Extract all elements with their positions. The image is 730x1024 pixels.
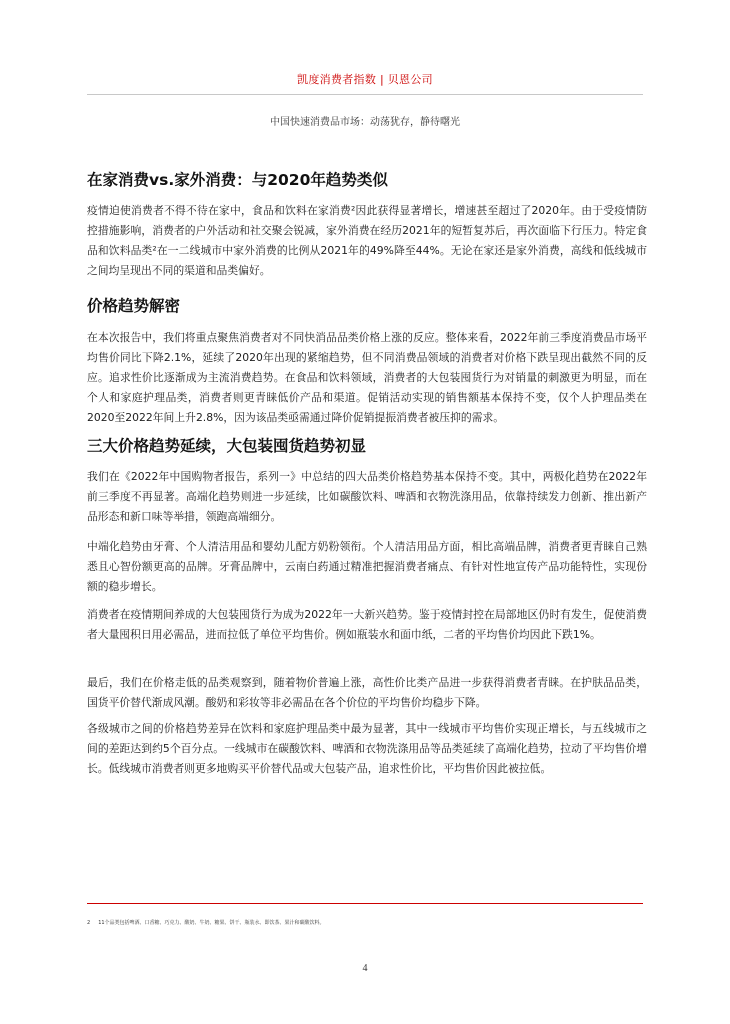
paragraph: 消费者在疫情期间养成的大包装囤货行为成为2022年一大新兴趋势。鉴于疫情封控在局部地区仍时有发生，促使消费者大量囤积日用必需品，进而拉低了单位平均售价。例如瓶装水和面巾纸，二者的平均售价均因此下跌1%。 bbox=[87, 608, 647, 641]
paragraph: 我们在《2022年中国购物者报告，系列一》中总结的四大品类价格趋势基本保持不变。其中，两极化趋势在2022年前三季度不再显著。高端化趋势则进一步延续，比如碳酸饮料、啤酒和衣物洗涤用品，依靠持续发力创新、推出新产品形态和新口味等举措，领跑高端细分。 bbox=[87, 470, 647, 523]
paragraph: 最后，我们在价格走低的品类观察到，随着物价普遍上涨，高性价比类产品进一步获得消费者青睐。在护肤品品类，国货平价替代渐成风潮。酸奶和彩妆等非必需品在各个价位的平均售价均稳步下降。 bbox=[87, 676, 647, 709]
section-heading-home-vs-away: 在家消费vs.家外消费：与2020年趋势类似 bbox=[87, 171, 388, 189]
header-divider bbox=[87, 94, 643, 95]
paragraph: 各级城市之间的价格趋势差异在饮料和家庭护理品类中最为显著，其中一线城市平均售价实现正增长，与五线城市之间的差距达到约5个百分点。一线城市在碳酸饮料、啤酒和衣物洗涤用品等品类延续了高端化趋势，拉动了平均售价增长。低线城市消费者则更多地购买平价替代品或大包装产品，追求性价比，平均售价因此被拉低。 bbox=[87, 722, 647, 775]
paragraph: 中端化趋势由牙膏、个人清洁用品和婴幼儿配方奶粉领衔。个人清洁用品方面，相比高端品牌，消费者更青睐自己熟悉且心智份额更高的品牌。牙膏品牌中，云南白药通过精准把握消费者痛点、有针对性地宣传产品功能特性，实现份额的稳步增长。 bbox=[87, 540, 647, 593]
section-heading-three-trends: 三大价格趋势延续，大包装囤货趋势初显 bbox=[87, 437, 367, 455]
section-heading-price-trends: 价格趋势解密 bbox=[87, 297, 181, 315]
paragraph: 疫情迫使消费者不得不待在家中，食品和饮料在家消费²因此获得显著增长，增速甚至超过了2020年。由于受疫情防控措施影响，消费者的户外活动和社交聚会锐减，家外消费在经历2021年的短暂复苏后，再次面临下行压力。特定食品和饮料品类²在一二线城市中家外消费的比例从2021年的49%降至44%。无论在家还是家外消费，高线和低线城市之间均呈现出不同的渠道和品类偏好。 bbox=[87, 204, 647, 277]
page-number: 4 bbox=[362, 963, 368, 974]
paragraph: 在本次报告中，我们将重点聚焦消费者对不同快消品品类价格上涨的反应。整体来看，2022年前三季度消费品市场平均售价同比下降2.1%，延续了2020年出现的紧缩趋势，但不同消费品领域的消费者对价格下跌呈现出截然不同的反应。追求性价比逐渐成为主流消费趋势。在食品和饮料领域，消费者的大包装囤货行为对销量的刺激更为明显，而在个人和家庭护理品类，消费者则更青睐低价产品和渠道。促销活动实现的销售额基本保持不变，仅个人护理品类在2020至2022年间上升2.8%，因为该品类亟需通过降价促销提振消费者被压抑的需求。 bbox=[87, 331, 647, 424]
report-subtitle: 中国快速消费品市场：动荡犹存，静待曙光 bbox=[270, 117, 460, 128]
footnote-text: 11个品类包括啤酒、口香糖、巧克力、酸奶、牛奶、糖果、饼干、瓶装水、即饮茶、果汁和碳酸饮料。 bbox=[98, 920, 325, 926]
report-brand-header: 凯度消费者指数 | 贝恩公司 bbox=[297, 73, 433, 86]
footnote bbox=[87, 919, 643, 926]
footnote-divider bbox=[87, 903, 643, 904]
footnote-number: 2 bbox=[87, 920, 91, 926]
